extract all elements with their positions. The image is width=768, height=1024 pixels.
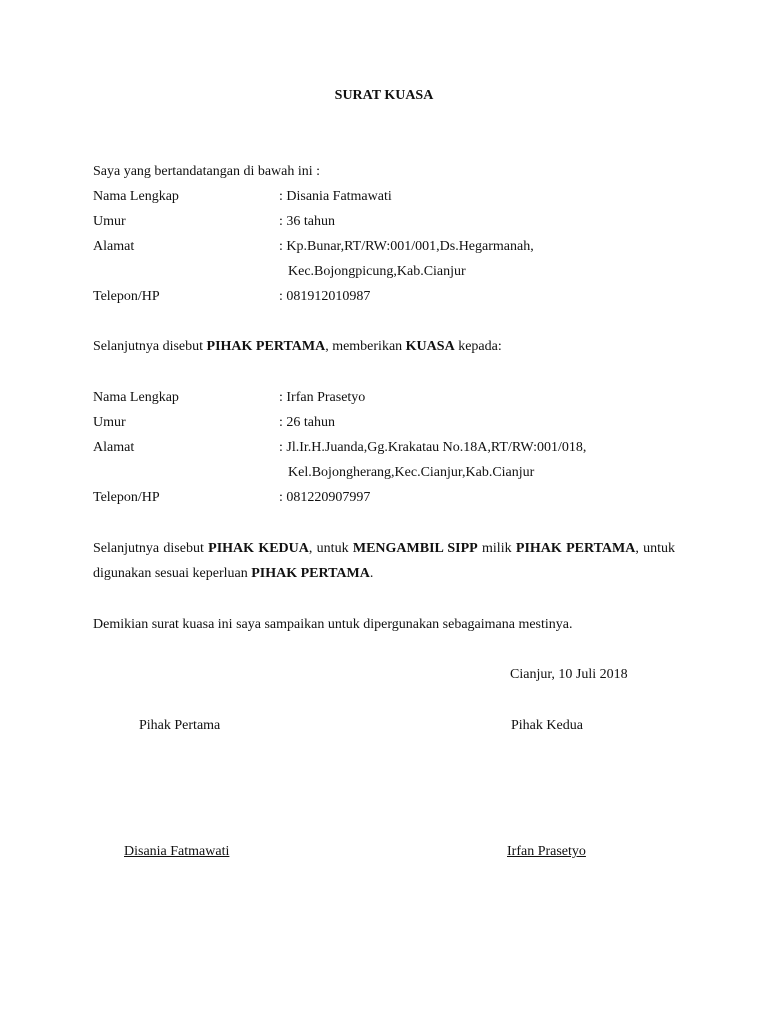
second-address-line2: Kel.Bojongherang,Kec.Cianjur,Kab.Cianjur <box>288 465 535 480</box>
first-age-label: Umur <box>93 214 126 229</box>
signature-name-left: Disania Fatmawati <box>124 844 230 859</box>
purpose-text-2: , untuk <box>308 541 353 556</box>
first-age-value: : 36 tahun <box>279 214 335 229</box>
second-phone-label: Telepon/HP <box>93 490 160 505</box>
second-age-value: : 26 tahun <box>279 415 335 430</box>
signature-role-left: Pihak Pertama <box>139 718 221 733</box>
first-address-line2: Kec.Bojongpicung,Kab.Cianjur <box>288 264 466 279</box>
purpose-text-4: , untuk digunakan sesuai keperluan <box>93 541 676 581</box>
first-phone-value: : 081912010987 <box>279 289 371 304</box>
purpose-bold-1: PIHAK KEDUA <box>208 541 309 556</box>
second-name-value: : Irfan Prasetyo <box>279 390 366 405</box>
second-age-label: Umur <box>93 415 126 430</box>
purpose-text-5: . <box>369 566 374 581</box>
purpose-bold-2: MENGAMBIL SIPP <box>352 541 478 556</box>
second-address-label: Alamat <box>93 440 135 455</box>
purpose-bold-4: PIHAK PERTAMA <box>251 566 370 581</box>
purpose-text-1: Selanjutnya disebut <box>93 541 209 556</box>
first-address-line1: : Kp.Bunar,RT/RW:001/001,Ds.Hegarmanah, <box>279 239 534 254</box>
purpose-paragraph <box>93 536 675 586</box>
place-date: Cianjur, 10 Juli 2018 <box>510 667 628 682</box>
delegation-text-2: , memberikan <box>325 339 406 354</box>
second-address-line1: : Jl.Ir.H.Juanda,Gg.Krakatau No.18A,RT/RW:001/018, <box>279 440 587 455</box>
delegation-paragraph <box>93 338 502 356</box>
delegation-bold-1: PIHAK PERTAMA <box>206 339 326 354</box>
first-name-value: : Disania Fatmawati <box>279 189 392 204</box>
purpose-text-3: milik <box>477 541 516 556</box>
purpose-bold-3: PIHAK PERTAMA <box>515 541 636 556</box>
first-address-label: Alamat <box>93 239 135 254</box>
delegation-text-3: kepada: <box>454 339 502 354</box>
delegation-text-1: Selanjutnya disebut <box>93 339 207 354</box>
document-title: SURAT KUASA <box>334 88 434 103</box>
closing-text: Demikian surat kuasa ini saya sampaikan untuk dipergunakan sebagaimana mestinya. <box>93 617 573 632</box>
second-phone-value: : 081220907997 <box>279 490 371 505</box>
signature-name-right: Irfan Prasetyo <box>507 844 586 859</box>
delegation-bold-2: KUASA <box>405 339 455 354</box>
signature-role-right: Pihak Kedua <box>511 718 583 733</box>
first-phone-label: Telepon/HP <box>93 289 160 304</box>
second-name-label: Nama Lengkap <box>93 390 179 405</box>
intro-text: Saya yang bertandatangan di bawah ini : <box>93 164 321 179</box>
first-name-label: Nama Lengkap <box>93 189 179 204</box>
